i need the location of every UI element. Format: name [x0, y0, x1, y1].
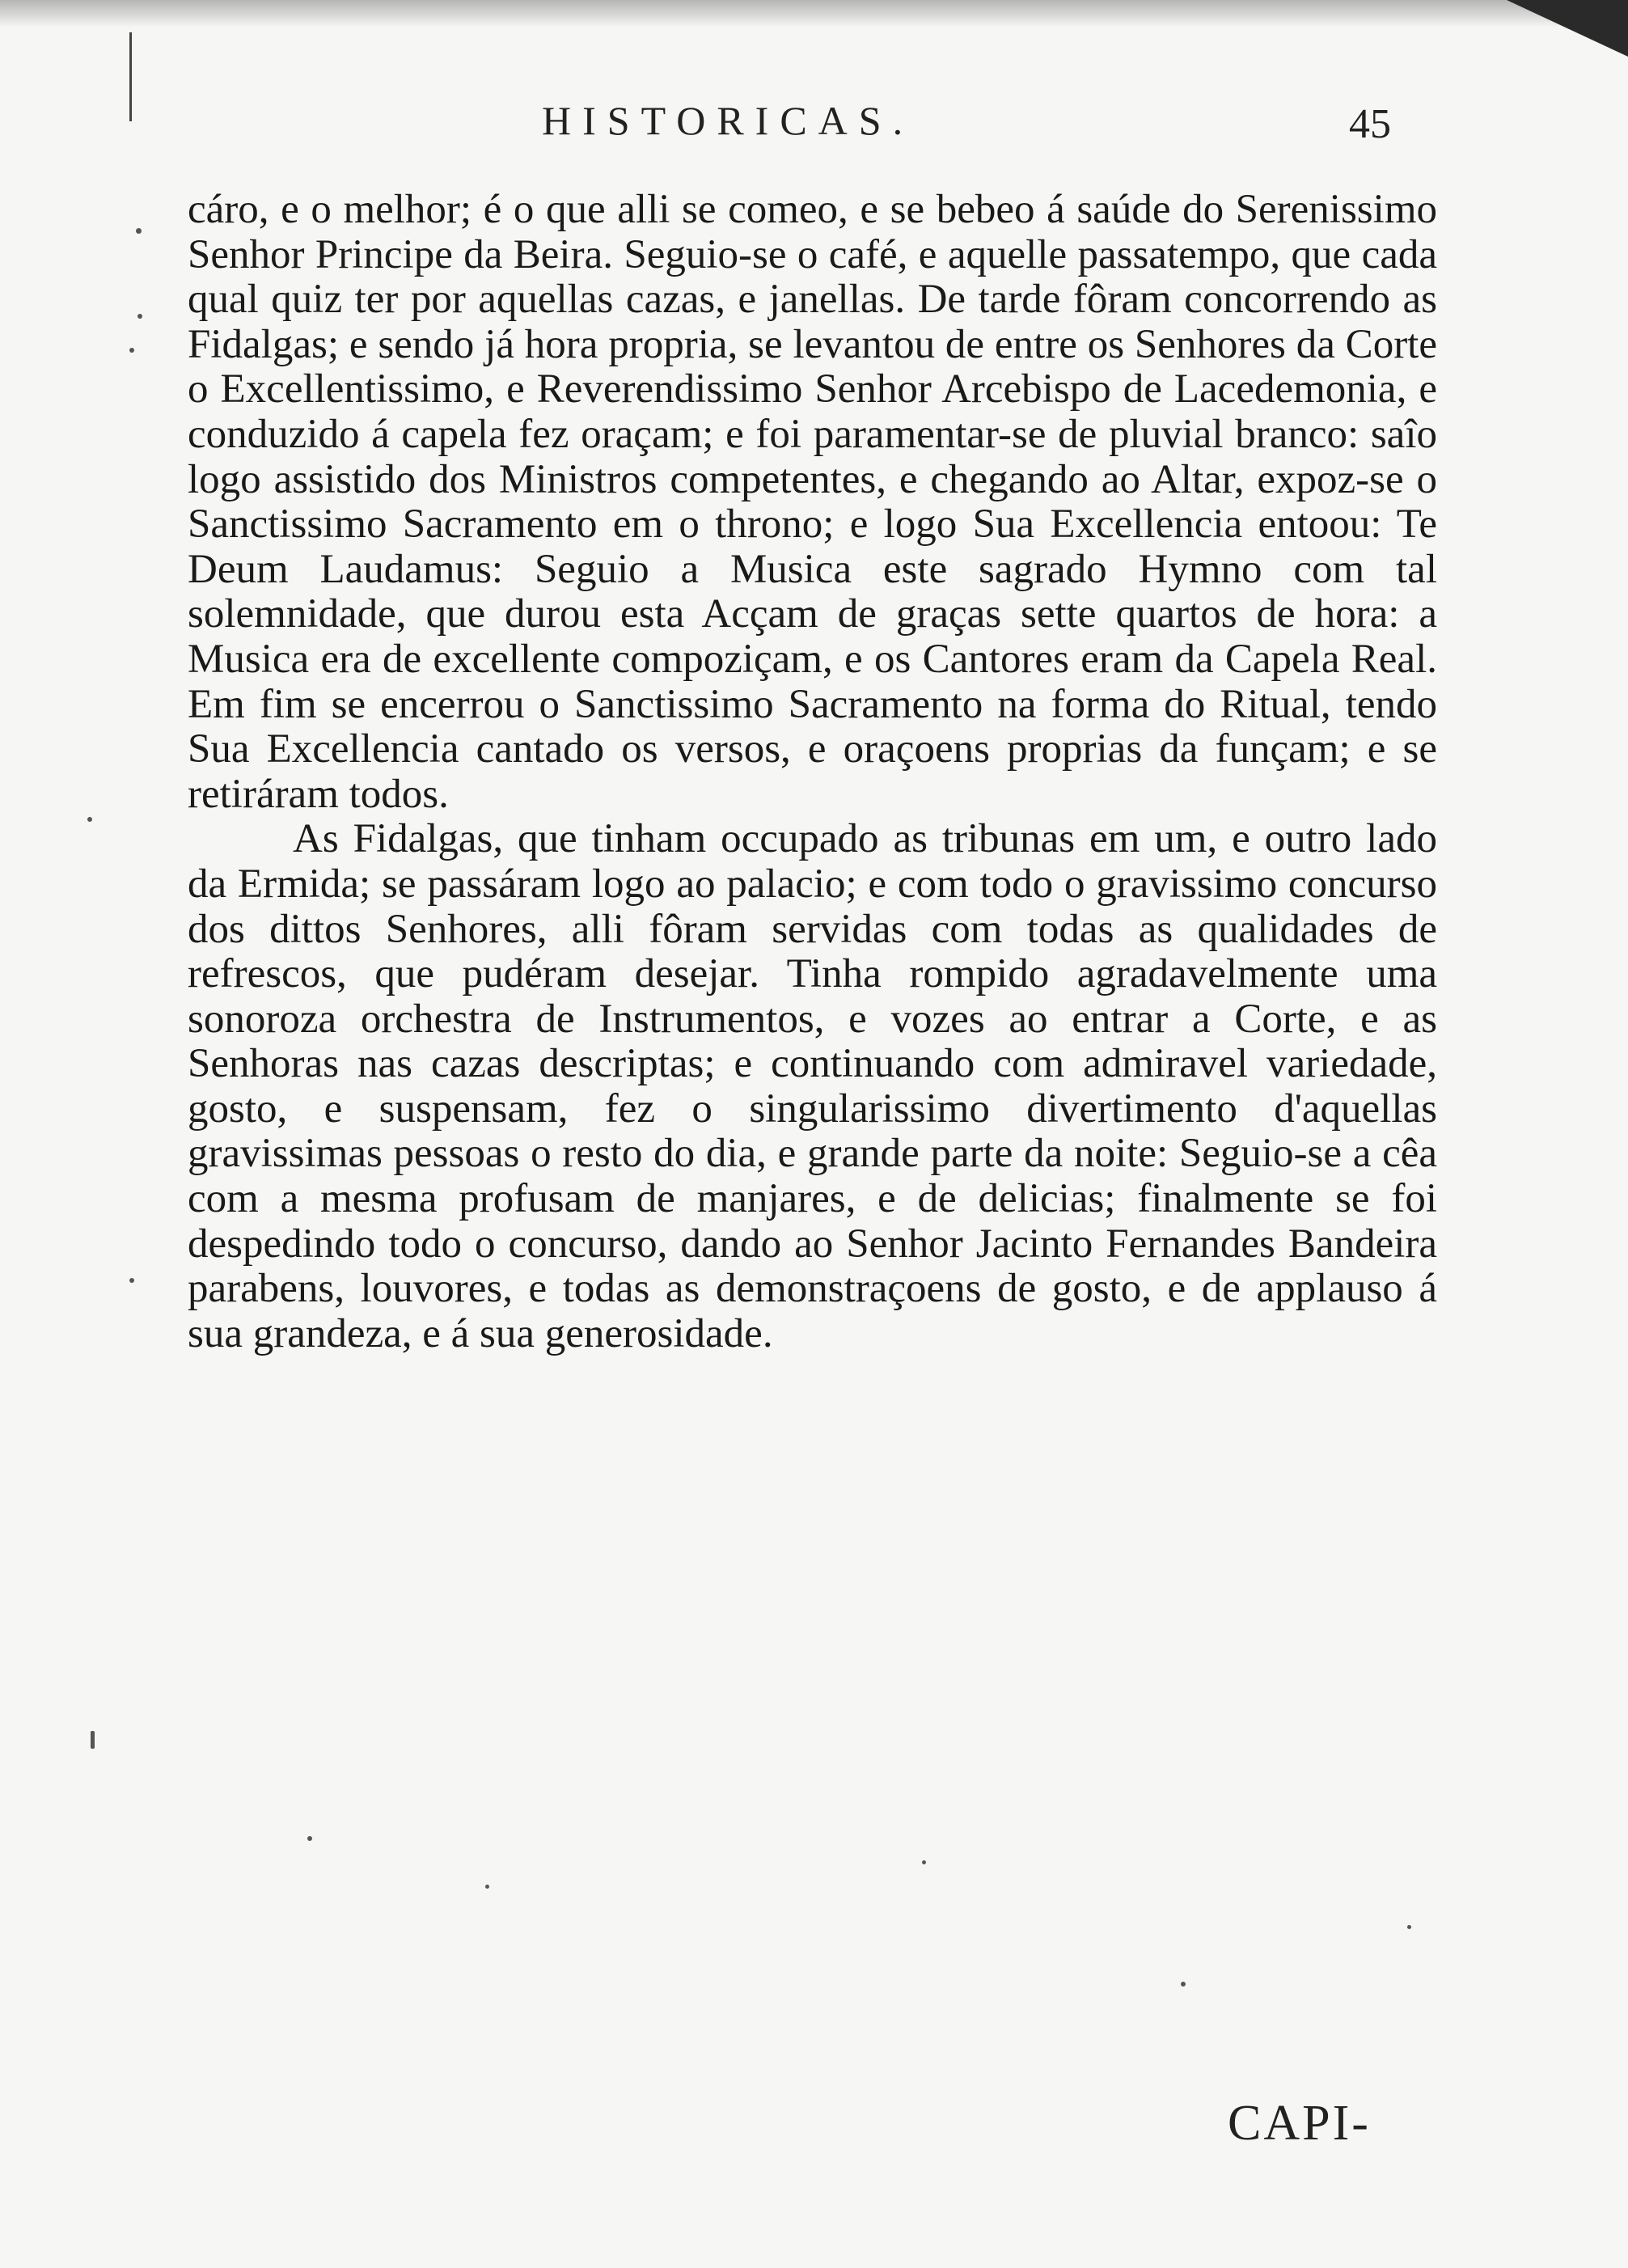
scan-speck — [1181, 1982, 1186, 1987]
scan-speck — [307, 1836, 312, 1841]
scan-speck — [129, 1278, 134, 1283]
page-number: 45 — [1349, 101, 1391, 147]
paragraph: As Fidalgas, que tinham occupado as tribunas em um, e outro lado da Ermida; se passáram logo ao palacio; e com todo o gravissimo concurso dos dittos Senhores, alli fôram servidas com todas as qualidades de refrescos, que pudéram desejar. Tinha rompido agradavelmente uma sonoroza orchestra de Instrumentos, e vozes ao entrar a Corte, e as Senhoras nas cazas descriptas; e continuando com admiravel variedade, gosto, e suspensam, fez o singularissimo divertimento d'aquellas gravissimas pessoas o resto do dia, e grande parte da noite: Seguio-se a cêa com a mesma profusam de manjares, e de delicias; finalmente se foi despedindo todo o concurso, dando ao Senhor Jacinto Fernandes Bandeira parabens, louvores, e todas as demonstraçoens de gosto, e de applauso á sua grandeza, e á sua generosidade. — [188, 816, 1437, 1356]
paragraph: cáro, e o melhor; é o que alli se comeo, e se bebeo á saúde do Serenissimo Senhor Principe da Beira. Seguio-se o café, e aquelle passatempo, que cada qual quiz ter por aquellas cazas, e janellas. De tarde fôram concorrendo as Fidalgas; e sendo já hora propria, se levantou de entre os Senhores da Corte o Excellentissimo, e Reverendissimo Senhor Arcebispo de Lacedemonia, e conduzido á capela fez oraçam; e foi paramentar-se de pluvial branco: saîo logo assistido dos Ministros competentes, e chegando ao Altar, expoz-se o Sanctissimo Sacramento em o throno; e logo Sua Excellencia entoou: Te Deum Laudamus: Seguio a Musica este sagrado Hymno com tal solemnidade, que durou esta Acçam de graças sette quartos de hora: a Musica era de excellente compoziçam, e os Cantores eram da Capela Real. Em fim se encerrou o Sanctissimo Sacramento na forma do Ritual, tendo Sua Excellencia cantado os versos, e oraçoens proprias da funçam; e se retiráram todos. — [188, 187, 1437, 817]
scan-speck — [87, 817, 92, 822]
scan-speck — [137, 314, 142, 319]
running-title: HISTORICAS. — [542, 98, 915, 143]
scan-shadow-top — [0, 0, 1628, 28]
scan-speck — [485, 1885, 489, 1889]
main-text — [188, 188, 1437, 1356]
scan-speck — [136, 228, 142, 234]
catchword: CAPI- — [1228, 2096, 1371, 2151]
scan-speck — [1407, 1925, 1411, 1929]
scan-speck — [91, 1731, 95, 1749]
scan-speck — [922, 1860, 926, 1864]
scan-corner-shadow — [1507, 0, 1628, 57]
scan-speck — [129, 348, 134, 353]
page-header — [0, 97, 1628, 154]
